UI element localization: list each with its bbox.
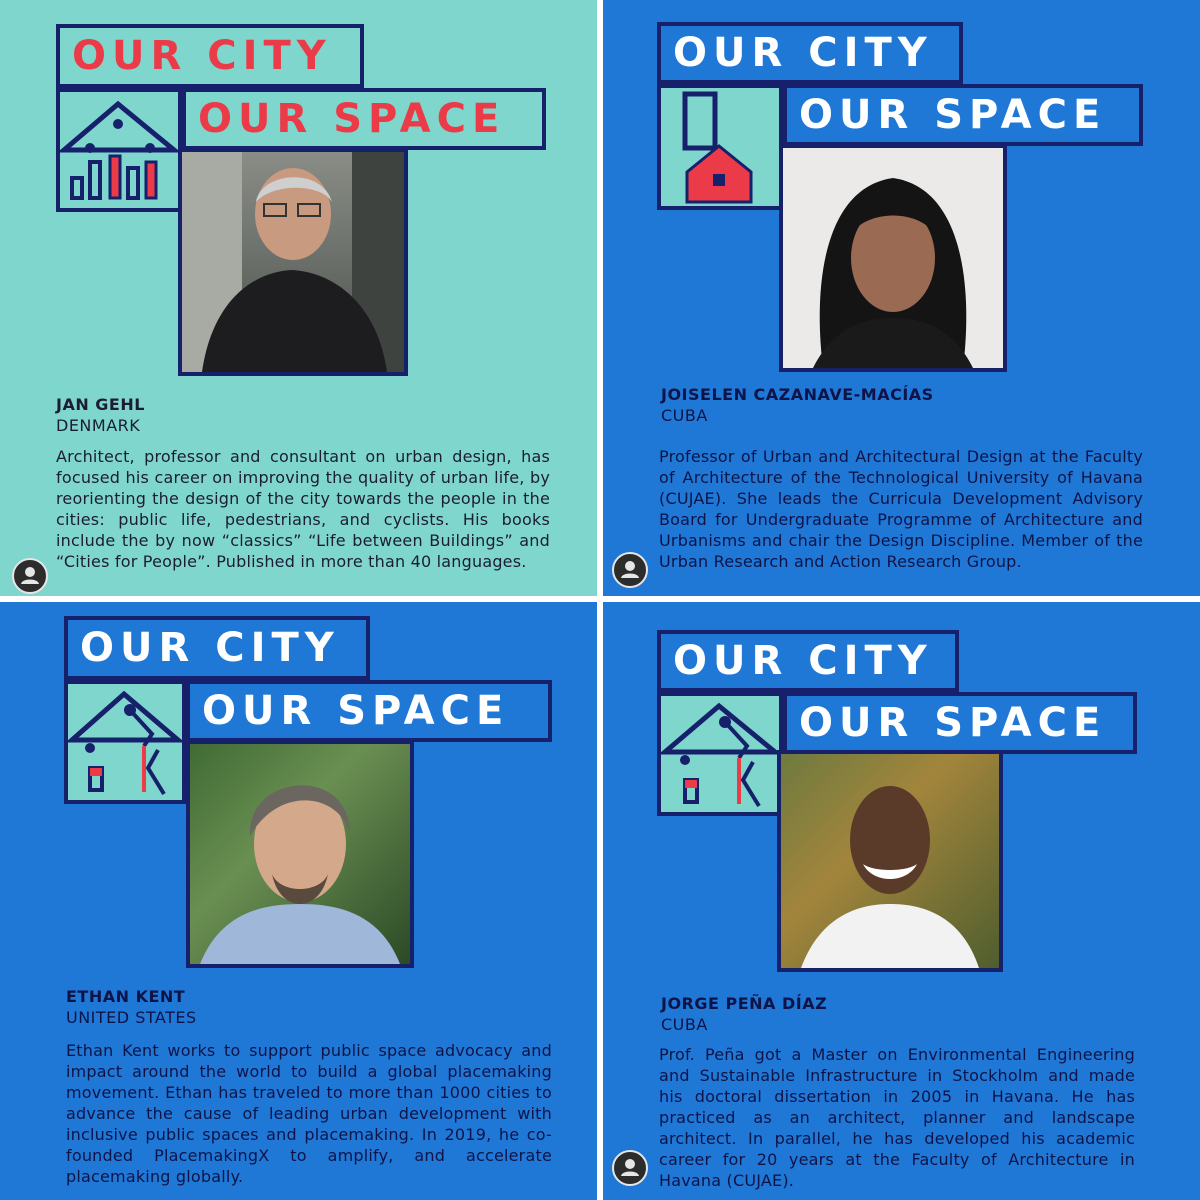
user-avatar-icon[interactable] <box>612 552 648 588</box>
house-icon <box>56 88 182 212</box>
person-icon <box>614 554 646 586</box>
speaker-photo <box>777 750 1003 972</box>
speaker-photo <box>186 740 414 968</box>
speaker-photo <box>779 144 1007 372</box>
house-icon <box>657 84 783 210</box>
speaker-card-jorge-pena-diaz <box>603 602 1200 1200</box>
speaker-country: UNITED STATES <box>66 1008 197 1027</box>
logo-line-2: OUR SPACE <box>182 88 546 150</box>
logo-line-2: OUR SPACE <box>783 692 1137 754</box>
speaker-card-joiselen-cazanave-macias <box>603 0 1200 596</box>
house-illustration <box>60 92 178 208</box>
portrait-illustration <box>182 152 404 372</box>
logo-line-2: OUR SPACE <box>186 680 552 742</box>
speaker-card-ethan-kent <box>0 602 597 1200</box>
speaker-country: CUBA <box>661 406 708 425</box>
logo-line-1: OUR CITY <box>657 630 959 692</box>
speaker-card-jan-gehl <box>0 0 597 596</box>
speaker-country: CUBA <box>661 1015 708 1034</box>
house-illustration <box>68 684 182 800</box>
speaker-bio: Prof. Peña got a Master on Environmental Engineering and Sustainable Infrastructure in Stockholm and made his doctoral dissertation in 2005 in Havana. He has practiced as an architect, planner and landscape architect. In parallel, he has developed his academic career for 20 years at the Faculty of Architecture in Havana (CUJAE). <box>659 1045 1135 1190</box>
portrait-illustration <box>190 744 410 964</box>
logo-line-1: OUR CITY <box>56 24 364 88</box>
speaker-name: JOISELEN CAZANAVE-MACÍAS <box>661 385 934 404</box>
house-icon <box>64 680 186 804</box>
user-avatar-icon[interactable] <box>612 1150 648 1186</box>
speaker-bio: Ethan Kent works to support public space advocacy and impact around the world to build a global placemaking movement. Ethan has traveled to more than 1000 cities to advance the cause of leading urban development with inclusive public spaces and placemaking. In 2019, he co-founded PlacemakingX to amplify, and accelerate placemaking globally. <box>66 1041 552 1186</box>
speaker-photo <box>178 148 408 376</box>
speaker-name: JAN GEHL <box>56 395 145 414</box>
logo-line-1: OUR CITY <box>657 22 963 84</box>
house-icon <box>657 692 783 816</box>
speaker-name: ETHAN KENT <box>66 987 186 1006</box>
user-avatar-icon[interactable] <box>12 558 48 594</box>
speaker-bio: Professor of Urban and Architectural Design at the Faculty of Architecture of the Technological University of Havana (CUJAE). She leads the Curricula Development Advisory Board for Undergraduate Programme of Architecture and Urbanisms and chair the Design Discipline. Member of the Urban Research and Action Research Group. <box>659 447 1143 571</box>
speaker-bio: Architect, professor and consultant on urban design, has focused his career on improving the quality of urban life, by reorienting the design of the city towards the people in the cities: public life, pedestrians, and cyclists. His books include the by now “classics” “Life between Buildings” and “Cities for People”. Published in more than 40 languages. <box>56 447 550 571</box>
house-illustration <box>661 696 779 812</box>
logo-line-2: OUR SPACE <box>783 84 1143 146</box>
portrait-illustration <box>783 148 1003 368</box>
speaker-name: JORGE PEÑA DÍAZ <box>661 994 828 1013</box>
portrait-illustration <box>781 754 999 968</box>
person-icon <box>14 560 46 592</box>
person-icon <box>614 1152 646 1184</box>
house-illustration <box>661 88 779 206</box>
logo-line-1: OUR CITY <box>64 616 370 680</box>
speaker-country: DENMARK <box>56 416 141 435</box>
